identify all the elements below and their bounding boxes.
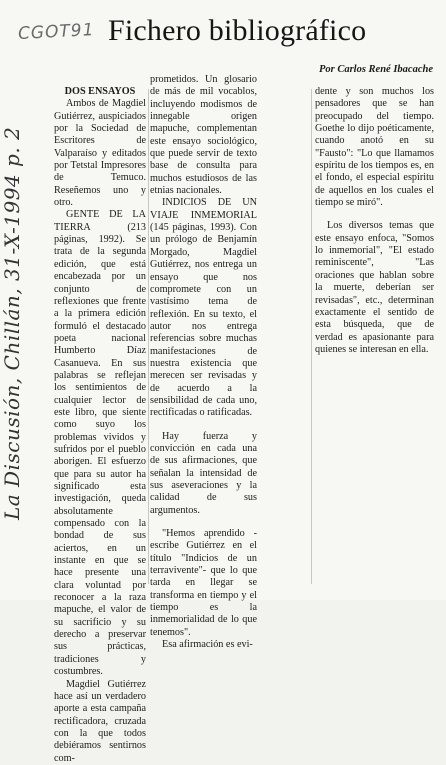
column-divider (148, 89, 149, 584)
handwritten-catalog-code: CGOT91 (17, 20, 95, 44)
section-heading: DOS ENSAYOS (64, 86, 136, 97)
paragraph: Hay fuerza y convicción en cada una de sus afirmaciones, que señalan la intensidad de sus aseveraciones y la calidad de sus argumentos. (150, 430, 257, 516)
article-column-2 (150, 74, 257, 651)
paragraph: INDICIOS DE UN VIAJE INMEMORIAL (145 páginas, 1993). Con un prólogo de Benjamín Morgado, Magdiel Gutiérrez, nos entrega un ensayo que nos compromete con un vastísimo tema de reflexión. En su texto, el autor nos entrega referencias sobre muchas manifestaciones de nuestra existencia que merecen ser revisadas y de acuerdo a la sensibilidad de cada uno, rectificadas o ratificadas. (150, 197, 257, 419)
article-title: Fichero bibliográfico (108, 14, 367, 47)
paragraph: Ambos de Magdiel Gutiérrez, auspiciados por la Sociedad de Escritores de Valparaíso y editados por Tetstal Impresores de Temuco. Reseñemos uno y otro. (54, 98, 146, 209)
paragraph: GENTE DE LA TIERRA (213 páginas, 1992). Se trata de la segunda edición, que está encabezada por un conjunto de reflexiones que frente a la primera edición formuló el destacado poeta nacional Humberto Díaz Casanueva. En sus palabras se reflejan los sentimientos de cualquier lector de este libro, que siente como suyo los problemas vividos y sufridos por el pueblo aborigen. El esfuerzo que para su autor ha significado esta investigación, queda absolutamente compensado con la bondad de sus aciertos, en un instante en que se hace presente una clara voluntad por reconocer a la raza mapuche, el valor de su sacrificio y su derecho a preservar sus prácticas, tradiciones y costumbres. (54, 209, 146, 678)
paragraph: dente y son muchos los pensadores que se han preocupado del tiempo. Goethe lo dijo poéticamente, cuando anotó en su "Fausto": "Lo que llamamos espíritu de los tiempos es, en el fondo, el especial espíritu de aquellos en los cuales el tiempo se miró". (315, 86, 434, 209)
paragraph: Esa afirmación es evi- (162, 639, 253, 651)
article-column-1 (54, 86, 146, 765)
article-column-3 (315, 86, 434, 356)
paragraph: Los diversos temas que este ensayo enfoca, "Somos lo inmemorial", "El estado reminiscente", "Las oraciones que hablan sobre la muerte, deberían ser revisadas", etc., determinan exactamente el sentido de esta búsqueda, que de verdad es apasionante para quienes se interesan en ella. (315, 220, 434, 355)
paragraph: "Hemos aprendido -escribe Gutiérrez en el título "Indicios de un terravivente"- que lo que tarda en llegar se transforma en tiempo y el tiempo es la inmemorialidad de lo que tenemos". (150, 528, 257, 638)
column-divider (311, 89, 312, 584)
paragraph: prometidos. Un glosario de más de mil vocablos, incluyendo modismos de innegable origen mapuche, complementan este ensayo sociológico, que puede servir de texto base de consulta para muchos estudiosos de las etnias nacionales. (150, 74, 257, 197)
article-byline: Por Carlos René Ibacache (318, 64, 433, 75)
paragraph: Magdiel Gutiérrez hace así un verdadero aporte a esta campaña rectificadora, cruzada con la que todos debiéramos sentirnos com- (54, 678, 146, 764)
handwritten-source-note: La Discusión, Chillán, 31-X-1994 p. 2 (0, 126, 24, 520)
